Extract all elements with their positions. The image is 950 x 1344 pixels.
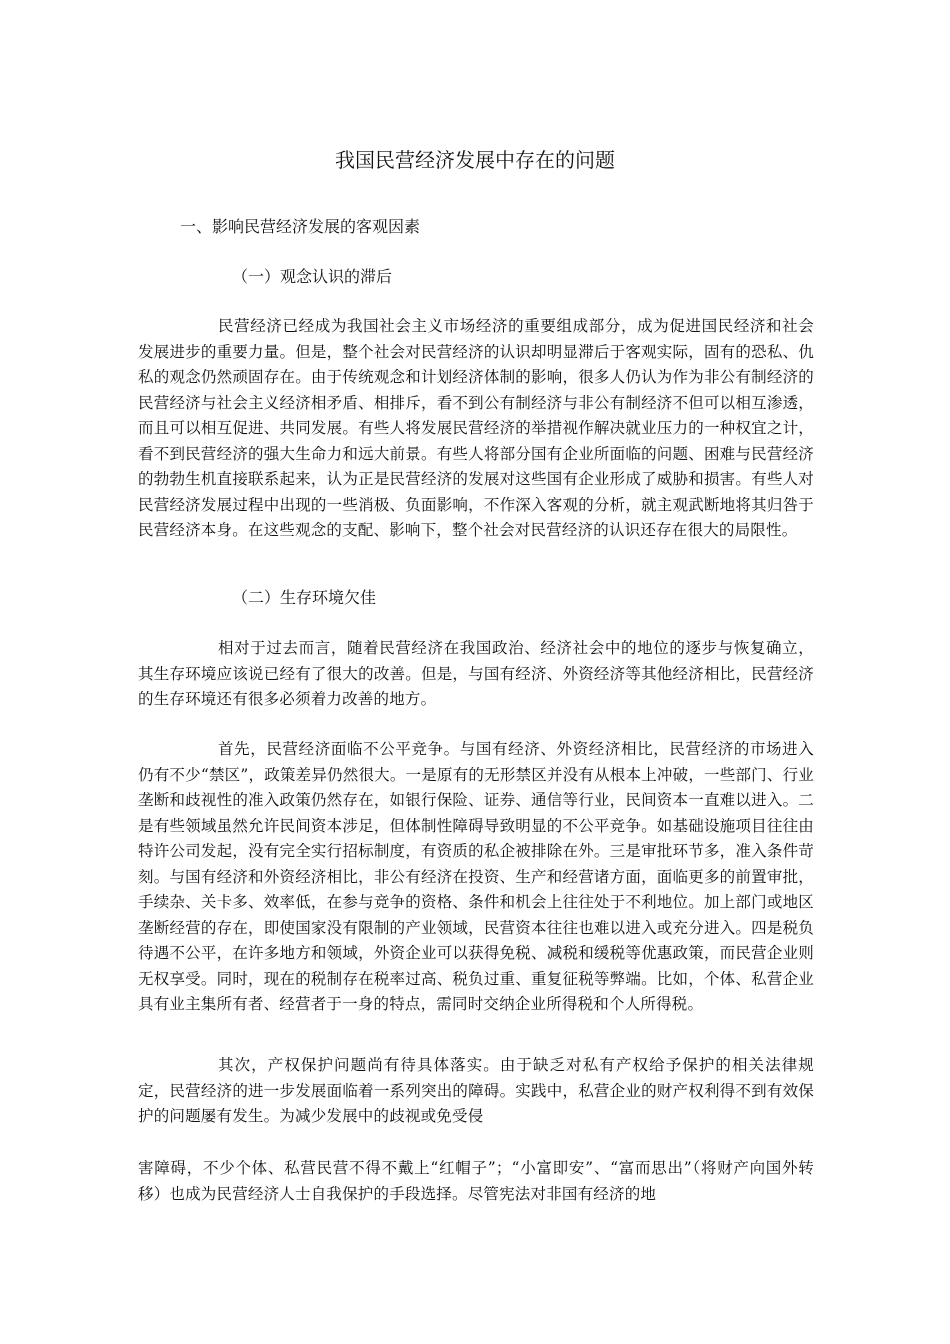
body-paragraph: 民营经济已经成为我国社会主义市场经济的重要组成部分，成为促进国民经济和社会发展进步的重要力量。但是，整个社会对民营经济的认识却明显滞后于客观实际，固有的恐私、仇私的观念仍然顽固存在。由于传统观念和计划经济体制的影响，很多人仍认为作为非公有制经济的民营经济与社会主义经济相矛盾、相排斥，看不到公有制经济与非公有制经济不但可以相互渗透，而且可以相互促进、共同发展。有些人将发展民营经济的举措视作解决就业压力的一种权宜之计，看不到民营经济的强大生命力和远大前景。有些人将部分国有企业所面临的问题、困难与民营经济的勃勃生机直接联系起来，认为正是民营经济的发展对这些国有企业形成了威胁和损害。有些人对民营经济发展过程中出现的一些消极、负面影响，不作深入客观的分析，就主观武断地将其归咎于民营经济本身。在这些观念的支配、影响下，整个社会对民营经济的认识还存在很大的局限性。: [138, 317, 814, 539]
body-paragraph: 其次，产权保护问题尚有待具体落实。由于缺乏对私有产权给予保护的相关法律规定，民营经济的进一步发展面临着一系列突出的障碍。实践中，私营企业的财产权利得不到有效保护的问题屡有发生。为减少发展中的歧视或免受侵: [138, 1056, 814, 1125]
body-paragraph: 首先，民营经济面临不公平竞争。与国有经济、外资经济相比，民营经济的市场进入仍有不少“禁区”，政策差异仍然很大。一是原有的无形禁区并没有从根本上冲破，一些部门、行业垄断和歧视性的准入政策仍然存在，如银行保险、证券、通信等行业，民间资本一直难以进入。二是有些领域虽然允许民间资本涉足，但体制性障碍导致明显的不公平竞争。如基础设施项目往往由特许公司发起，没有完全实行招标制度，有资质的私企被排除在外。三是审批环节多，准入条件苛刻。与国有经济和外资经济相比，非公有经济在投资、生产和经营诸方面，面临更多的前置审批，手续杂、关卡多、效率低，在参与竞争的资格、条件和机会上往往处于不利地位。加上部门或地区垄断经营的存在，即使国家没有限制的产业领域，民营资本往往也难以进入或充分进入。四是税负待遇不公平，在许多地方和领域，外资企业可以获得免税、减税和缓税等优惠政策，而民营企业则无权享受。同时，现在的税制存在税率过高、税负过重、重复征税等弊端。比如，个体、私营企业具有业主集所有者、经营者于一身的特点，需同时交纳企业所得税和个人所得税。: [138, 740, 814, 1013]
body-paragraph-continued: 害障碍，不少个体、私营民营不得不戴上“红帽子”；“小富即安”、“富而思出”（将财产向国外转移）也成为民营经济人士自我保护的手段选择。尽管宪法对非国有经济的地: [138, 1159, 814, 1203]
document-title: 我国民营经济发展中存在的问题: [335, 148, 615, 172]
section-heading-1: 一、影响民营经济发展的客观因素: [180, 217, 421, 236]
subsection-heading-2: （二）生存环境欠佳: [232, 588, 377, 607]
subsection-heading-1: （一）观念认识的滞后: [232, 267, 393, 286]
body-paragraph: 相对于过去而言，随着民营经济在我国政治、经济社会中的地位的逐步与恢复确立，其生存环境应该说已经有了很大的改善。但是，与国有经济、外资经济等其他经济相比，民营经济的生存环境还有很多必须着力改善的地方。: [138, 639, 814, 708]
